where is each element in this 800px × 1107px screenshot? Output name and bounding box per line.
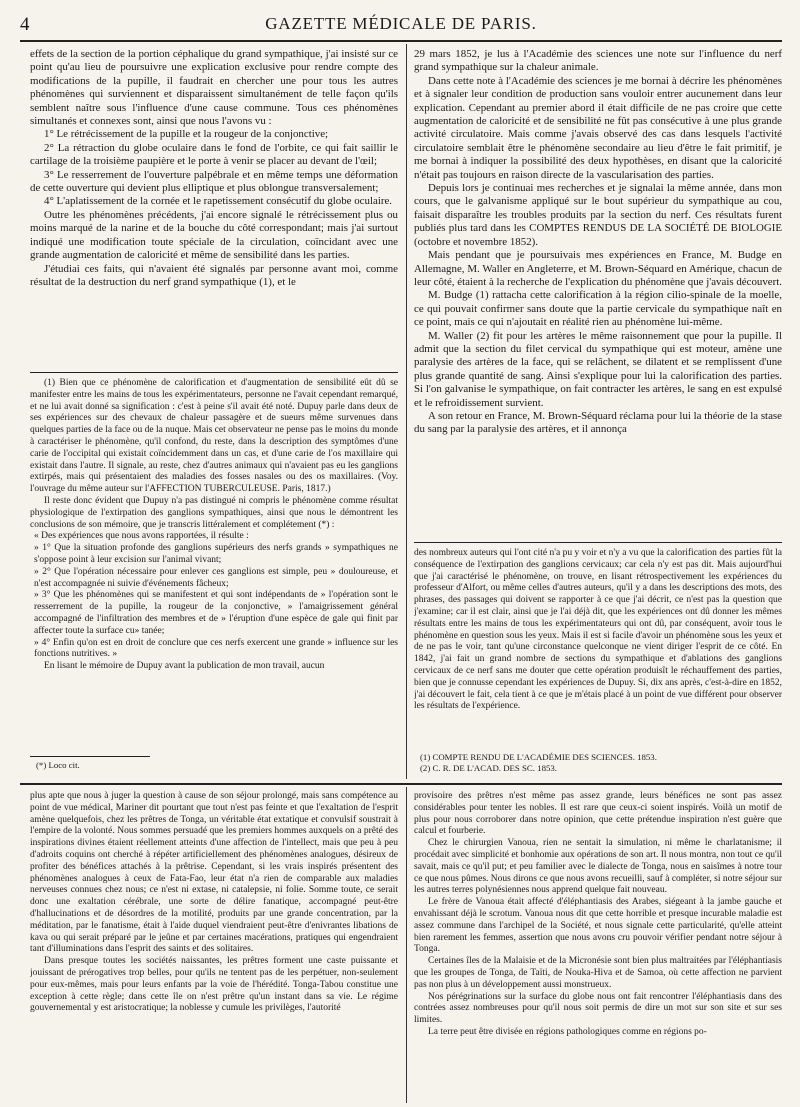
paragraph: M. Budge (1) rattacha cette calorification à la région cilio-spinale de la moelle, ce qui pouvait confirmer sans doute que la partie cervicale du sympathique naît en ce point, mais ce qui n'ajoutait en réalité rien au phénomène lui-même. [414, 289, 782, 329]
paragraph: Le frère de Vanoua était affecté d'éléphantiasis des Arabes, siégeant à la jambe gauche et envahissant déjà le scrotum. Vanoua nous dit que cette horrible et presque incurable maladie est assez commune dans l'archipel de la Société, et nous signale cette particularité, qu'elle atteint bien rarement les femmes, assertion que nous avons cru pouvoir vérifier pendant notre séjour à Tonga. [414, 897, 782, 955]
paragraph: 29 mars 1852, je lus à l'Académie des sciences une note sur l'influence du nerf grand sympathique sur la chaleur animale. [414, 48, 782, 74]
footnote: (1) COMPTE RENDU DE L'ACADÉMIE DES SCIENCES. 1853. [420, 752, 657, 762]
paragraph: Mais pendant que je poursuivais mes expériences en France, M. Budge en Allemagne, M. Waller en Angleterre, et M. Brown-Séquard en Amérique, chacun de leur côté, étaient à la recherche de l'explication du phénomène que j'avais découvert. [414, 249, 782, 288]
upper-right-notes [414, 548, 782, 748]
upper-right-main [414, 48, 782, 536]
list-item: 2° La rétraction du globe oculaire dans le fond de l'orbite, ce qui fait saillir le cartilage de la troisième paupière et le porte à venir se placer au devant de l'œil; [30, 141, 398, 168]
paragraph: Il reste donc évident que Dupuy n'a pas distingué ni compris le phénomène comme résultat physiologique de l'extirpation des ganglions sympathiques, ainsi que nous le démontrent les conclusions de son mémoire, que je transcris littéralement et complétement (*) : [30, 495, 398, 530]
paragraph: En lisant le mémoire de Dupuy avant la publication de mon travail, aucun [44, 661, 325, 672]
paragraph: J'étudiai ces faits, qui n'avaient été signalés par personne avant moi, comme résultat de la destruction du nerf grand sympathique (1), et le [30, 262, 398, 288]
section-rule [20, 783, 782, 785]
upper-left-footnote [36, 760, 336, 774]
paragraph: Depuis lors je continuai mes recherches et je signalai la même année, dans mon cours, que le galvanisme appliqué sur le bout supérieur du sympathique au cou, faisait disparaître les troubles produits par la section du nerf. Ces résultats furent publiés plus tard dans les COMPTES RENDUS DE LA SOCIÉTÉ DE BIOLOGIE (octobre et novembre 1852). [414, 182, 782, 248]
footnote: (2) C. R. DE L'ACAD. DES SC. 1853. [420, 763, 557, 774]
footnote-separator [414, 542, 782, 543]
column-divider-upper [406, 44, 407, 779]
upper-right-footnotes [420, 752, 780, 778]
quote-line: » 3° Que les phénomènes qui se manifestent et qui sont indépendants de » l'opération sont le resserrement de la pupille, la rougeur de la conjonctive, » l'amaigrissement général accompagné de l'infiltration des membres et de » l'éruption d'une espèce de gale qui finit par affecter toute la surface cu» tanée; [34, 590, 398, 636]
list-item: 1° Le rétrécissement de la pupille et la rougeur de la conjonctive; [44, 128, 329, 141]
list-item: 4° L'aplatissement de la cornée et le rapetissement consécutif du globe oculaire. [44, 195, 393, 208]
header-rule [20, 40, 782, 42]
footnote-separator [30, 372, 398, 373]
lower-left-column [30, 791, 398, 1103]
lower-right-column [414, 791, 782, 1103]
paragraph: Nos pérégrinations sur la surface du globe nous ont fait rencontrer l'éléphantiasis dans des contrées assez nombreuses pour qu'il nous soit permis de dire un mot sur son site et sur ses limites. [414, 991, 782, 1026]
paragraph: La terre peut être divisée en régions pathologiques comme en régions po- [428, 1026, 707, 1037]
paragraph: A son retour en France, M. Brown-Séquard réclama pour lui la théorie de la stase du sang par la paralysie des artères, et il annonça [414, 409, 782, 436]
footnote-separator [30, 756, 150, 757]
paragraph: Dans cette note à l'Académie des sciences je me bornai à décrire les phénomènes et à signaler leur condition de production sans vouloir entrer aucunement dans leur explication. Cependant au premier abord il était difficile de ne pas croire que cette augmentation de caloricité et de sensibilité ne fût pas consécutive à une plus grande activité circulatoire. Mais comme j'avais observé des cas dans lesquels l'activité circulatoire semblait être le phénomène secondaire au lieu d'être le fait primitif, je me bornai à indiquer la possibilité des deux hypothèses, en disant que la caloricité n'était pas toujours en raison directe de la vascularisation des parties. [414, 74, 782, 181]
quote-line: » 4° Enfin qu'on est en droit de conclure que ces nerfs exercent une grande » influence sur les fonctions nutritives. » [34, 637, 398, 660]
paragraph: Dans presque toutes les sociétés naissantes, les prêtres forment une caste puissante et jouissant de prérogatives trop belles, pour qu'ils ne tentent pas de les perpétuer, non-seulement pour eux-mêmes, mais pour leurs enfants par la voie de l'hérédité. Tonga-Tabou constitue une exception à cette règle; dans cette île on n'est prêtre qu'un instant dans sa vie. Le régime gouvernemental y est aristocratique; la noblesse y cumule les privilèges, l'autorité [30, 956, 398, 1014]
footnote: (*) Loco cit. [36, 760, 80, 770]
quote-line: « Des expériences que nous avons rapportées, il résulte : [34, 531, 249, 542]
page-number: 4 [20, 14, 30, 35]
paragraph: plus apte que nous à juger la question à cause de son séjour prolongé, mais sans compétence au point de vue médical, Mariner dit pourtant que tout n'est pas feinte et que l'exaltation de l'esprit amène quelquefois, chez les prêtres de Tonga, un véritable état extatique et convulsif soustrait à l'empire de la volonté. Nous sommes persuadé que les premiers hommes auxquels on a prêté des inspirations divines étaient réellement atteints d'une affection de l'intellect, mais que peu à peu d'adroits coquins ont cherché à répéter artificiellement des phénomènes analogues, désireux de profiter des bénéfices attachés à la prêtrise. Cependant, si les vrais inspirés présentent des phénomènes analogues à ceux de Fata-Fao, leur état n'a rien de comparable aux maladies nerveuses connues chez nous; ce n'est ni extase, ni catalepsie, ni folie. Somme toute, ce serait donc une exaltation cérébrale, une sorte de délire fanatique, accompagné peut-être d'hallucinations et de désordres de la motilité, produits par une grande concentration, par la méditation, par le fanatisme, était à l'aide duquel viendraient peut-être d'enivrantes libations de kava ou qui serait préparé par le jeûne et par certaines macérations, pratiques qui engendraient tant d'illuminations dans l'esprit des saints et des solitaires. [30, 791, 398, 955]
upper-left-main [30, 48, 398, 366]
paragraph: effets de la section de la portion céphalique du grand sympathique, j'ai insisté sur ce point qu'au lieu de poursuivre une explication exclusive pour rendre compte des modifications de la pupille, il faudrait en chercher une pour tous les autres phénomènes qui surviennent et disparaissent simultanément de telle façon qu'ils semblent naître sous l'influence d'une cause commune. Tous ces phénomènes simultanés et connexes sont, ainsi que nous l'avons vu : [30, 48, 398, 128]
upper-left-notes [30, 378, 398, 748]
journal-title: GAZETTE MÉDICALE DE PARIS. [265, 14, 537, 33]
paragraph: Chez le chirurgien Vanoua, rien ne sentait la simulation, ni même le charlatanisme; il procédait avec simplicité et bonhomie aux opérations de son art. Il nous montra, non tout ce qu'il savait, mais ce qu'il put; et peu familier avec le dialecte de Tonga, nous en saisîmes à notre tour ce que nous pûmes. Nous dirons ce que nous avons recueilli, sauf à compléter, si notre séjour sur les autres terres polynésiennes nous apprend quelque fait nouveau. [414, 838, 782, 896]
quote-line: » 1° Que la situation profonde des ganglions supérieurs des nerfs grands » sympathiques ne s'oppose point à leur excision sur l'animal vivant; [34, 543, 398, 565]
paragraph: provisoire des prêtres n'est même pas assez grande, leurs bénéfices ne sont pas assez considérables pour tenter les nobles. Il est rare que ceux-ci soient inspirés. Voilà un motif de plus pour nous corroborer dans notre opinion, que cette prétendue inspiration n'est guère que calcul et fourberie. [414, 791, 782, 837]
list-item: 3° Le resserrement de l'ouverture palpébrale et en même temps une déformation de cette ouverture qui devient plus elliptique et plus oblongue transversalement; [30, 168, 398, 195]
column-divider-lower [406, 787, 407, 1103]
paragraph: M. Waller (2) fit pour les artères le même raisonnement que pour la pupille. Il admit que la section du filet cervical du sympathique qui est moteur, amène une paralysie des artères de la face, qui se relâchent, se dilatent et se remplissent d'une plus grande quantité de sang. Ainsi s'explique pour lui la calorification des parties. Si l'on galvanise le sympathique, on fait contracter les artères, le sang en est expulsé et le refroidissement survient. [414, 329, 782, 409]
footnote-continued: des nombreux auteurs qui l'ont cité n'a pu y voir et n'y a vu que la calorification des parties fût la conséquence de l'extirpation des ganglions cervicaux; car cela n'y est pas dit. Mais aujourd'hui que j'ai caractérisé le phénomène, on trouve, en lisant rétrospectivement les expériences du professeur d'Alfort, ou même celles d'autres auteurs, qu'il y a dans les descriptions des mots, des phrases, des passages qui doivent se rapporter à ce que j'ai décrit, ce n'est pas la question que j'examine; car il est clair, ainsi que je l'ai déjà dit, que les expériences ont dû donner les mêmes résultats entre les mains de tous les expérimentateurs qui ont dû, par conséquent, avoir tous le phénomène en question sous les yeux. Mais il est si facile d'avoir un phénomène sous les yeux et de ne pas le voir, tant qu'une circonstance quelconque ne vient diriger l'esprit de ce côté. En 1842, j'ai fait un grand nombre de sections du sympathique et d'ablations des ganglions cervicaux de ce nerf sans me douter que cette opération produisît le réchauffement des parties, bien que je connusse cependant les expériences de Dupuy. Si, dix ans après, c'est-à-dire en 1852, j'ai découvert le fait, cela tient à ce que je m'étais placé à un point de vue différent pour observer les résultats de l'expérience. [414, 548, 782, 712]
quote-line: » 2° Que l'opération nécessaire pour enlever ces ganglions est simple, peu » douloureuse, et n'est accompagnée ni suivie d'événements fâcheux; [34, 566, 398, 589]
page-header [20, 8, 782, 38]
footnote: (1) Bien que ce phénomène de calorification et d'augmentation de sensibilité eût dû se manifester entre les mains de tous les expérimentateurs, personne ne l'avait cependant remarqué, et ne lui avait donné sa signification : c'est à peine s'il avait été noté. Dupuy parle dans deux de ses expériences sur des chevaux de chaleur passagère et de sueurs même survenues dans quelques parties de la face ou de la nuque. Mais cet observateur ne pense pas le moins du monde à caractériser le phénomène, qu'il confond, du reste, dans la description des symptômes d'une carie de l'occipital qui existait coïncidemment dans un cas, et d'une carie de l'os maxillaire qui existait dans l'autre. Il signale, au reste, chez d'autres animaux qui n'avaient pas eu les ganglions extirpés, mais qui présentaient des maladies des fosses nasales ou des os maxillaires. (Voy. l'ouvrage du même auteur sur l'AFFECTION TUBERCULEUSE. Paris, 1817.) [30, 378, 398, 495]
paragraph: Outre les phénomènes précédents, j'ai encore signalé le rétrécissement plus ou moins marqué de la narine et de la bouche du côté correspondant; mais j'ai surtout indiqué une modification toute spéciale de la circulation, coïncidant avec une grande augmentation de caloricité et même de sensibilité dans les parties. [30, 208, 398, 262]
paragraph: Certaines îles de la Malaisie et de la Micronésie sont bien plus maltraitées par l'éléphantiasis que les groupes de Tonga, de Taïti, de Nouka-Hiva et de Samoa, où cette affection ne parvient pas non plus à un développement aussi monstrueux. [414, 956, 782, 990]
